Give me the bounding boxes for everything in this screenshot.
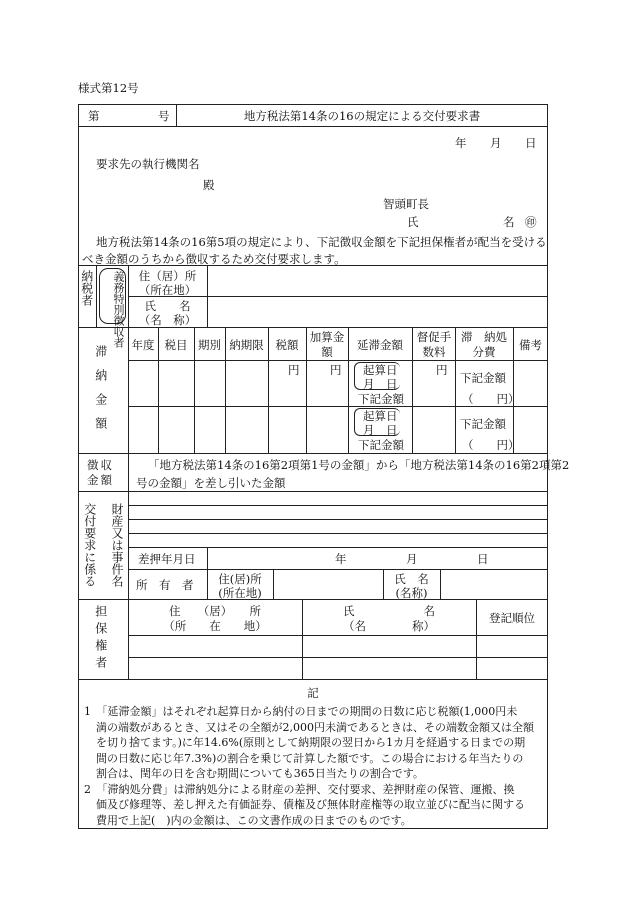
note-1-line-2: 満の端数があるとき、又はその全額が2,000円未満であるときは、その端数金額又は全額 [96,720,535,734]
col-late-amount: 延滞金額 [357,338,403,352]
note-2-line-2: 価及び修理等、差し押えた有価証券、債権及び無体財産権等の取立並びに配当に関する [96,798,525,811]
taxpayer-side-label: 納税者 [79,270,94,306]
start-day-label: 起算日 [363,363,398,377]
taxpayer-address-label: 住（居）所 [138,269,197,283]
note-1-line-3: を切り捨てます。)に年14.6%(原則として納期限の翌日から1カ月を経過する日までの期 [96,736,526,749]
month-day-label-2: 月 日 [363,423,398,437]
col-tax-item: 税目 [164,338,188,352]
collection-text-line-1: 「地方税法第14条の16第2項第1号の金額」から「地方税法第14条の16第2項第2 [148,458,570,472]
security-side-label: 担保権者 [93,605,108,673]
seizure-day: 日 [477,552,489,566]
date-day: 日 [525,136,537,150]
start-day-label-2: 起算日 [363,409,398,423]
form-number: 様式第12号 [78,81,139,95]
col-fiscal-year: 年度 [131,338,155,352]
disposition-below-amount: 下記金額 [460,371,506,385]
security-name-head: 氏 名 [343,604,435,618]
col-additional-amount: 加算金額 [309,330,345,359]
security-address-head: 住 （居） 所 [169,604,261,618]
registration-rank-head: 登記順位 [489,611,535,625]
note-1-line-1: 1 「延滞金額」はそれぞれ起算日から納付の日までの期間の日数に応じ税額(1,000円未 [84,705,518,718]
intro-line-2: べき金額のうちから徴収するため交付要求します。 [82,252,346,266]
note-1-line-4: 間の日数に応じ年7.3%)の割合を乗じて計算した額です。この場合における年当たりの [96,751,524,765]
security-address-sub: （所 在 地） [163,619,267,633]
addressee-label: 要求先の執行機関名 [96,157,200,171]
document-title: 地方税法第14条の16の規定による交付要求書 [243,109,481,123]
disposition-yen-paren: （ 円） [462,392,520,406]
month-day-label: 月 日 [363,377,398,391]
seal-mark: ㊞ [525,215,537,229]
addressee-honorific: 殿 [203,178,215,192]
number-suffix: 号 [158,109,170,123]
seizure-date-label: 差押年月日 [138,552,196,566]
owner-label: 所 有 者 [136,578,194,592]
taxpayer-name-sub: （名 称） [138,313,197,327]
sender-title: 智頭町長 [383,197,429,211]
demand-fee-unit: 円 [436,363,448,377]
taxpayer-sub-label: 義務特別徴収者 [112,271,125,348]
sender-name-label-2: 名 [503,215,515,229]
owner-name-sub: (名称) [395,586,428,600]
note-2-line-1: 2 「滞納処分費」は滞納処分による財産の差押、交付要求、差押財産の保管、運搬、換 [84,782,515,796]
date-month: 月 [490,136,502,150]
number-prefix: 第 [88,109,100,123]
col-remarks: 備考 [519,338,542,352]
col-disposition-cost: 滞 納処分費 [461,330,507,359]
tax-amount-unit: 円 [288,363,300,377]
security-name-sub: （名 称） [343,619,435,633]
arrears-side-label: 滞納金額 [93,345,108,441]
date-year: 年 [455,136,467,150]
col-demand-fee: 督促手数料 [416,330,452,359]
note-2-line-3: 費用で上記( )内の金額は、この文書作成の日までのものです。 [96,813,412,827]
additional-amount-unit: 円 [330,363,342,377]
taxpayer-name-label: 氏 名 [144,299,191,313]
taxpayer-address-sub: （所在地） [138,283,197,297]
below-amount-label: 下記金額 [358,392,404,406]
disposition-yen-paren-2: （ 円） [462,438,520,452]
property-sub-label: 財産又は事件名 [110,503,124,587]
owner-address-sub: (所在地) [218,586,262,600]
owner-name-label: 氏 名 [394,572,429,586]
notes-heading: 記 [307,686,319,700]
collection-side-label: 徴収金額 [87,458,114,487]
col-tax-amount: 税額 [275,338,299,352]
property-side-label: 交付要求に係る [82,503,97,587]
disposition-below-amount-2: 下記金額 [460,417,506,431]
sender-name-label-1: 氏 [407,215,419,229]
note-1-line-5: 割合は、閏年の日を含む期間についても365日当たりの割合です。 [96,767,424,780]
owner-address-label: 住(居)所 [218,572,262,586]
seizure-month: 月 [406,552,418,566]
below-amount-label-2: 下記金額 [358,438,404,452]
seizure-year: 年 [335,552,347,566]
col-due-date: 納期限 [229,338,264,352]
collection-text-line-2: 号の金額」を差し引いた金額 [136,476,286,490]
intro-line-1: 地方税法第14条の16第5項の規定により、下記徴収金額を下記担保権者が配当を受ける [96,235,547,249]
col-period: 期別 [198,338,221,352]
